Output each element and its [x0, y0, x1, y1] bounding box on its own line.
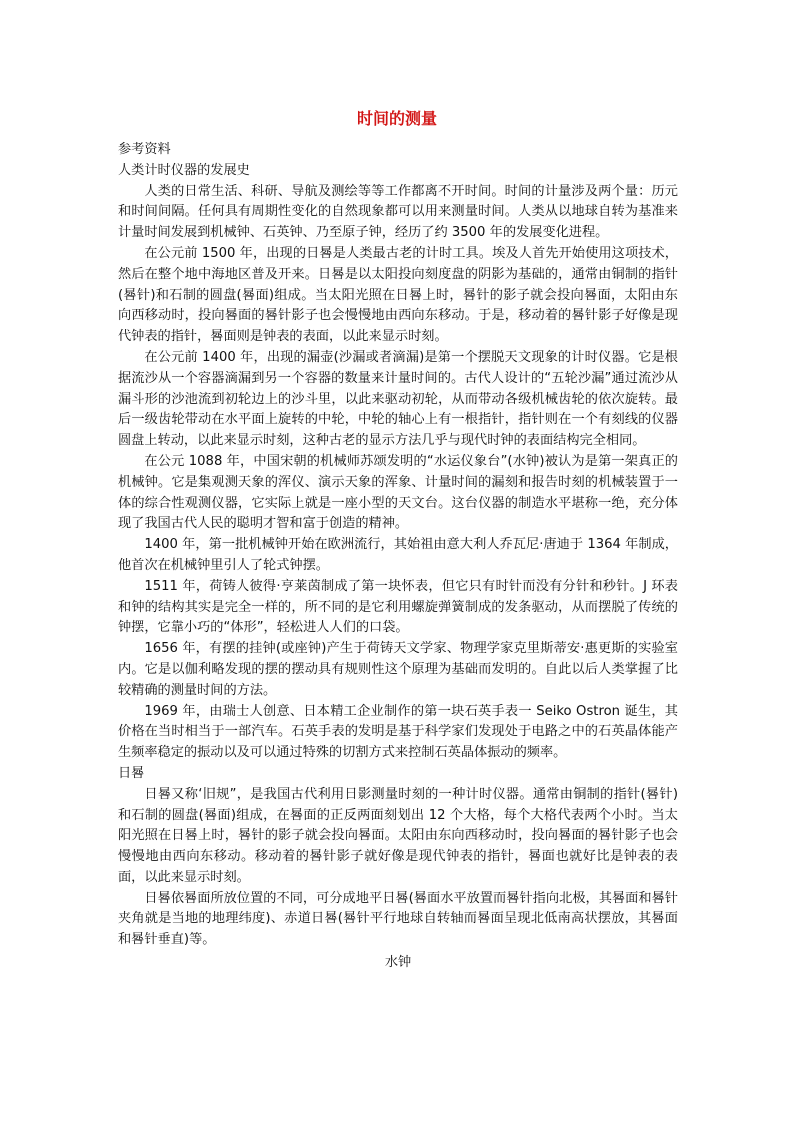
paragraph-mechanical-clock-1400: 1400 年，第一批机械钟开始在欧洲流行，其始祖由意大利人乔瓦尼·唐迪于 1364 年制成，他首次在机械钟里引人了轮式钟摆。	[118, 537, 678, 573]
paragraph-quartz-watch-1969: 1969 年，由瑞士人创意、日本精工企业制作的第一块石英手表一 Seiko Ostron 诞生，其价格在当时相当于一部汽车。石英手表的发明是基于科学家们发现处于电路之中的石英晶体能产生频率稳定的振动以及可以通过特殊的切割方式来控制石英晶体振动的频率。	[118, 703, 678, 761]
paragraph-sundial-types: 日晷依晷面所放位置的不同，可分成地平日晷(晷面水平放置而晷针指向北极，其晷面和晷针夹角就是当地的地理纬度)、赤道日晷(晷针平行地球自转轴而晷面呈现北低南高状摆放，其晷面和晷针垂直)等。	[118, 890, 678, 948]
history-heading: 人类计时仪器的发展史	[118, 162, 250, 178]
reference-label: 参考资料	[118, 142, 171, 157]
paragraph-pendulum-clock-1656: 1656 年，有摆的挂钟(或座钟)产生于荷铸天文学家、物理学家克里斯蒂安·惠更斯的实验室内。它是以伽利略发现的摆的摆动具有规则性这个原理为基础而发明的。自此以后人类掌握了比较精确的测量时间的方法。	[118, 641, 678, 698]
paragraph-sundial-description: 日晷又称‘旧规”，是我国古代利用日影测量时刻的一种计时仪器。通常由铜制的指针(晷针)和石制的圆盘(晷面)组成，在晷面的正反两面刻划出 12 个大格，每个大格代表两个小时。当太阳光照在日晷上时，晷针的影子就会投向晷面。太阳由东向西移动时，投向晷面的晷针影子也会慢慢地由西向东移动。移动着的晷针影子就好像是现代钟表的指针，晷面也就好比是钟表的表面，以此来显示时刻。	[118, 786, 678, 885]
paragraph-hourglass-1400bc: 在公元前 1400 年，出现的漏壶(沙漏或者滴漏)是第一个摆脱天文现象的计时仪器。它是根据流沙从一个容器滴漏到另一个容器的数量来计量时间的。古代人设计的“五轮沙漏”通过流沙从漏斗形的沙池流到初轮边上的沙斗里，以此来驱动初轮，从而带动各级机械齿轮的依次旋转。最后一级齿轮带动在水平面上旋转的中轮，中轮的轴心上有一根指针，指针则在一个有刻线的仪器圆盘上转动，以此来显示时刻，这种古老的显示方法几乎与现代时钟的表面结构完全相同。	[118, 349, 678, 449]
paragraph-pocket-watch-1511: 1511 年，荷铸人彼得·亨莱茵制成了第一块怀表，但它只有时针而没有分针和秒针。J 环表和钟的结构其实是完全一样的，所不同的是它利用螺旋弹簧制成的发条驱动，从而摆脱了传统的钟摆，它靠小巧的“体形”，轻松进人人们的口袋。	[118, 578, 678, 636]
document-body	[118, 140, 678, 974]
paragraph-sundial-1500bc: 在公元前 1500 年，出现的日晷是人类最古老的计时工具。埃及人首先开始使用这项技术，然后在整个地中海地区普及开来。日晷是以太阳投向刻度盘的阴影为基础的，通常由铜制的指针(晷针)和石制的圆盘(晷面)组成。当太阳光照在日晷上时，晷针的影子就会投向晷面，太阳由东向西移动时，投向晷面的晷针影子也会慢慢地由西向东移动。于是，移动着的晷针影子好像是现代钟表的指针，晷面则是钟表的表面，以此来显示时刻。	[118, 245, 678, 345]
paragraph-water-clock-1088: 在公元 1088 年，中国宋朝的机械师苏颂发明的“水运仪象台”(水钟)被认为是第一架真正的机械钟。它是集观测天象的浑仪、演示天象的浑象、计量时间的漏刻和报告时刻的机械装置于一体的综合性观测仪器，它实际上就是一座小型的天文台。这台仪器的制造水平堪称一绝，充分体现了我国古代人民的聪明才智和富于创造的精神。	[118, 453, 678, 532]
page-title: 时间的测量	[356, 109, 437, 128]
paragraph-intro: 人类的日常生活、科研、导航及测绘等等工作都离不开时间。时间的计量涉及两个量：历元和时间间隔。任何具有周期性变化的自然现象都可以用来测量时间。人类从以地球自转为基准来计量时间发展到机械钟、石英钟、乃至原子钟，经历了约 3500 年的发展变化进程。	[118, 183, 678, 241]
water-clock-heading: 水钟	[384, 955, 412, 971]
sundial-heading: 日晷	[118, 765, 145, 781]
